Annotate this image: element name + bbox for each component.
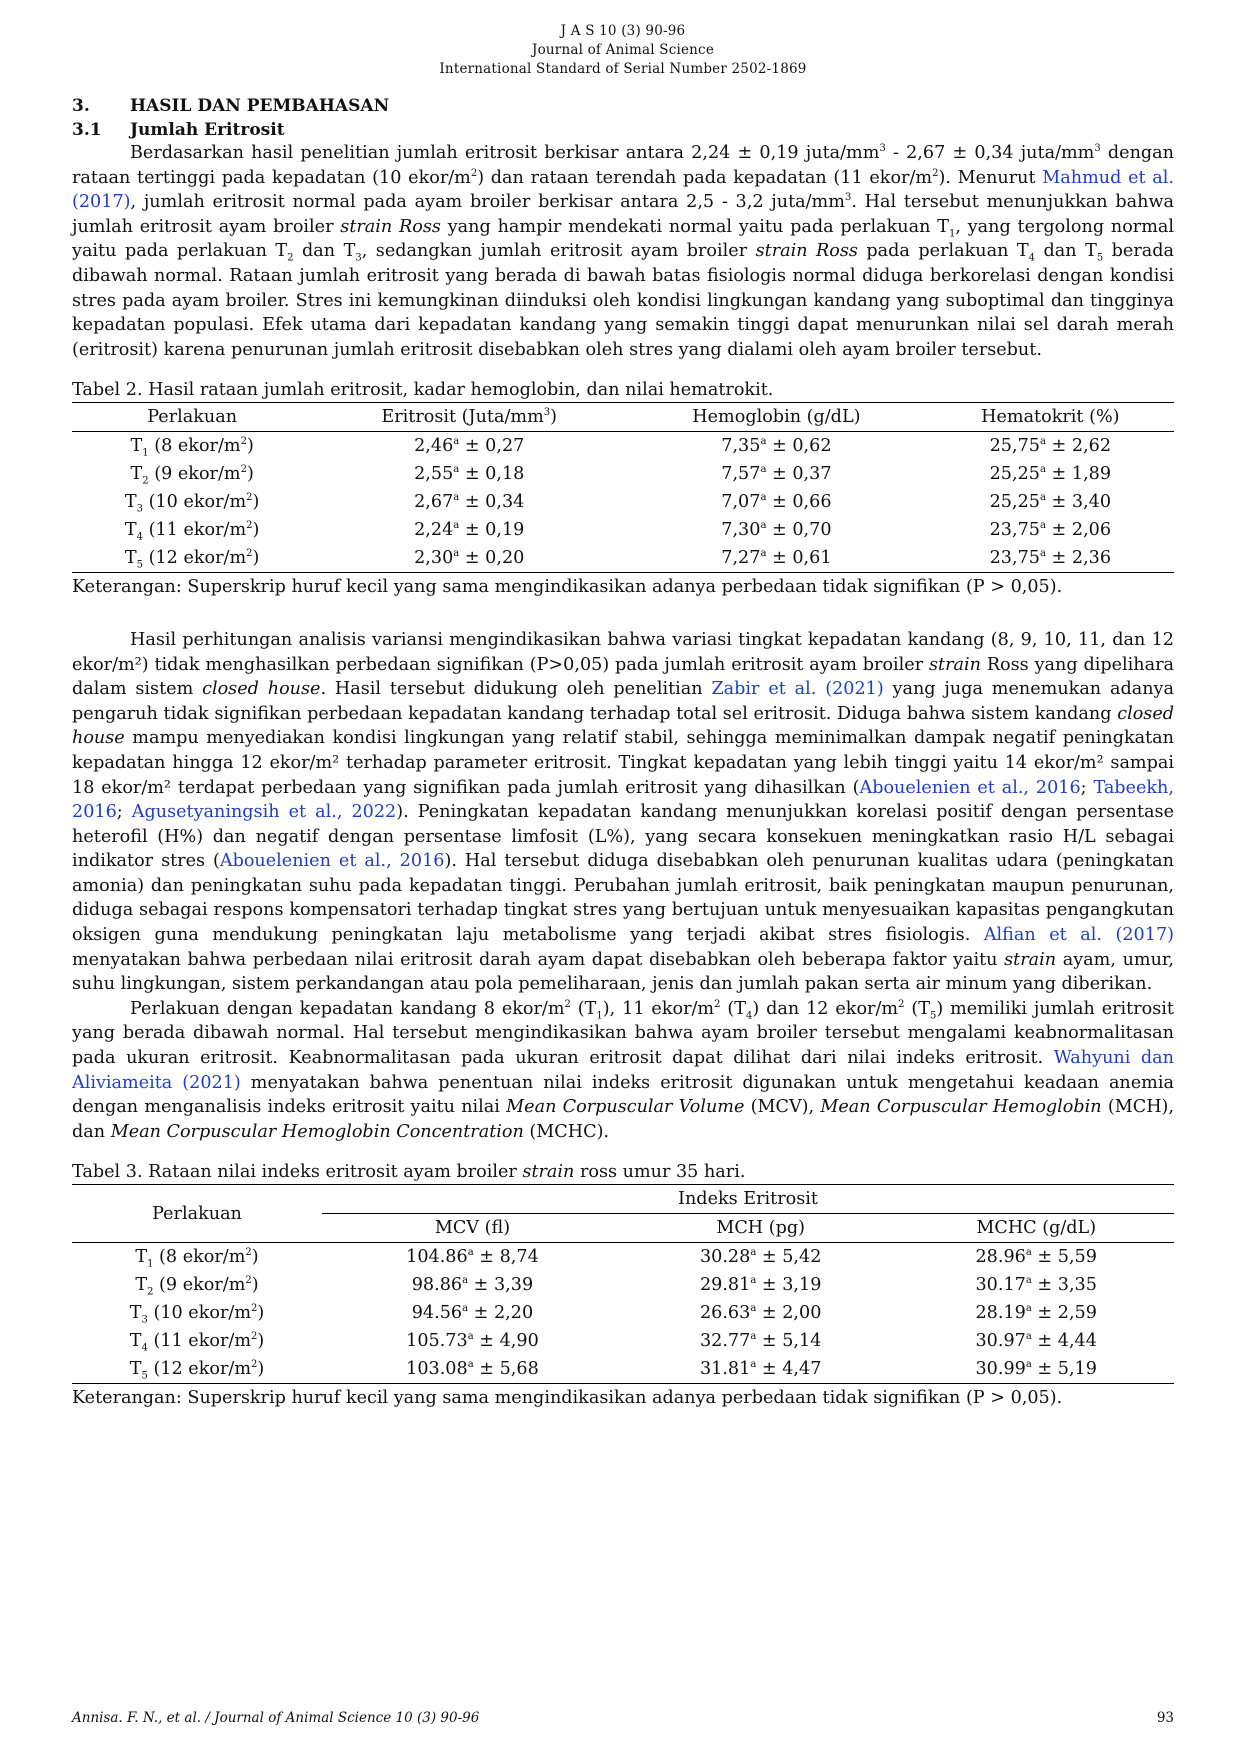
- table-cell: 98.86$^a$ ± 3,39: [411, 1275, 534, 1296]
- table-cell: 2,67$^a$ ± 0,34: [414, 492, 525, 513]
- table-cell: 28.96$^a$ ± 5,59: [975, 1247, 1097, 1268]
- footer-citation: Annisa. F. N., et al. / Journal of Animal Science 10 (3) 90-96: [72, 1710, 480, 1726]
- table-row: [72, 516, 1174, 544]
- citation-link[interactable]: Abouelenien et al., 2016: [859, 777, 1081, 798]
- subsection-number: 3.1: [72, 120, 102, 140]
- table-cell: 94.56$^a$ ± 2,20: [411, 1303, 534, 1324]
- page: [72, 22, 1174, 1411]
- table-cell: 104.86$^a$ ± 8,74: [406, 1247, 539, 1268]
- table-cell: $T_3$ (10 ekor/$m^2$): [129, 1303, 265, 1326]
- journal-issn: International Standard of Serial Number 2502-1869: [439, 61, 807, 77]
- citation-link[interactable]: Abouelenien et al., 2016: [219, 851, 445, 872]
- citation-link[interactable]: Alfian et al. (2017): [983, 925, 1174, 946]
- table-row: [72, 1355, 1174, 1384]
- table-cell: 2,46$^a$ ± 0,27: [414, 436, 525, 457]
- table-cell: $T_3$ (10 ekor/$m^2$): [124, 492, 260, 515]
- table-cell: $T_1$ (8 ekor/$m^2$): [130, 436, 254, 459]
- table-cell: 2,24$^a$ ± 0,19: [414, 520, 525, 541]
- table-cell: $T_5$ (12 ekor/$m^2$): [129, 1359, 265, 1382]
- table-cell: 23,75$^a$ ± 2,06: [989, 520, 1112, 541]
- table-cell: 29.81$^a$ ± 3,19: [699, 1275, 822, 1296]
- table-header-row: [72, 1185, 1174, 1214]
- paragraph-2: Hasil perhitungan analisis variansi mengindikasikan bahwa variasi tingkat kepadatan kandang (8, 9, 10, 11, dan 12 ekor/m²) tidak menghasilkan perbedaan signifikan (P>0,05) pada jumlah eritrosit ayam broiler strain Ross yang dipelihara dalam sistem closed house. Hasil tersebut didukung oleh penelitian Zabir et al. (2021) yang juga menemukan adanya pengaruh tidak signifikan perbedaan kepadatan kandang terhadap total sel eritrosit. Diduga bahwa sistem kandang closed house mampu menyediakan kondisi lingkungan yang relatif stabil, sehingga meminimalkan dampak negatif peningkatan kepadatan hingga 12 ekor/m² terhadap parameter eritrosit. Tingkat kepadatan yang lebih tinggi yaitu 14 ekor/m² sampai 18 ekor/m² terdapat perbedaan yang signifikan pada jumlah eritrosit yang dihasilkan (Abouelenien et al., 2016; Tabeekh, 2016; Agusetyaningsih et al., 2022). Peningkatan kepadatan kandang menunjukkan korelasi positif dengan persentase heterofil (H%) dan negatif dengan persentase limfosit (L%), yang secara konsekuen meningkatkan rasio H/L sebagai indikator stres (Abouelenien et al., 2016). Hal tersebut diduga disebabkan oleh penurunan kualitas udara (peningkatan amonia) dan peningkatan suhu pada kepadatan tinggi. Perubahan jumlah eritrosit, baik peningkatan maupun penurunan, diduga sebagai respons kompensatori terhadap tingkat stres yang bertujuan untuk menyesuaikan kapasitas pengangkutan oksigen guna mendukung peningkatan laju metabolisme yang terjadi akibat stres fisiologis. Alfian et al. (2017) menyatakan bahwa perbedaan nilai eritrosit darah ayam dapat disebabkan oleh beberapa faktor yaitu strain ayam, umur, suhu lingkungan, sistem perkandangan atau pola pemeliharaan, jenis dan jumlah pakan serta air minum yang diberikan.: [72, 629, 1174, 995]
- page-number: 93: [1156, 1710, 1174, 1726]
- table-cell: $T_2$ (9 ekor/$m^2$): [135, 1275, 259, 1298]
- table-header: Perlakuan: [72, 403, 312, 432]
- table-cell: 30.17$^a$ ± 3,35: [975, 1275, 1097, 1296]
- table-2: [72, 402, 1174, 573]
- table-cell: 7,35$^a$ ± 0,62: [721, 436, 832, 457]
- table-cell: 2,55$^a$ ± 0,18: [414, 464, 525, 485]
- table-cell: 25,75$^a$ ± 2,62: [989, 436, 1112, 457]
- section-number: 3.: [72, 96, 90, 116]
- table-cell: $T_4$ (11 ekor/$m^2$): [129, 1331, 265, 1354]
- table-3: [72, 1184, 1174, 1384]
- table-cell: $T_5$ (12 ekor/$m^2$): [124, 548, 260, 571]
- table-cell: 25,25$^a$ ± 1,89: [989, 464, 1112, 485]
- journal-header: [72, 22, 1174, 79]
- table-row: [72, 432, 1174, 461]
- table-row: [72, 1271, 1174, 1299]
- table-header: Eritrosit $(Juta/mm^3)$: [312, 403, 626, 432]
- section-heading: [72, 95, 1174, 117]
- table-cell: 2,30$^a$ ± 0,20: [414, 548, 525, 569]
- table-cell: 30.28$^a$ ± 5,42: [699, 1247, 822, 1268]
- citation-link[interactable]: Zabir et al. (2021): [711, 679, 884, 700]
- citation-link[interactable]: Wahyuni dan Aliviameita (2021): [72, 1048, 1174, 1093]
- table-row: [72, 488, 1174, 516]
- table-cell: 25,25$^a$ ± 3,40: [989, 492, 1112, 513]
- table-cell: 7,27$^a$ ± 0,61: [721, 548, 832, 569]
- table-row: [72, 1299, 1174, 1327]
- table-header: MCV (fl): [322, 1214, 623, 1243]
- table-cell: 105.73$^a$ ± 4,90: [406, 1331, 539, 1352]
- table-cell: $T_4$ (11 ekor/$m^2$): [124, 520, 260, 543]
- table-header: Hematokrit (%): [927, 403, 1174, 432]
- citation-link[interactable]: Tabeekh, 2016: [72, 777, 1174, 823]
- citation-link[interactable]: Mahmud et al. (2017): [72, 167, 1174, 213]
- table-cell: 30.97$^a$ ± 4,44: [975, 1331, 1097, 1352]
- table-cell: 28.19$^a$ ± 2,59: [975, 1303, 1097, 1324]
- subsection-title: Jumlah Eritrosit: [130, 120, 285, 140]
- subsection-heading: [72, 119, 1174, 141]
- table-header: MCH (pg): [623, 1214, 899, 1243]
- table-cell: 30.99$^a$ ± 5,19: [975, 1359, 1097, 1380]
- table-cell: 32.77$^a$ ± 5,14: [699, 1331, 822, 1352]
- paragraph-1: Berdasarkan hasil penelitian jumlah eritrosit berkisar antara 2,24 ± 0,19 juta/$mm^3 - 2,67 \pm 0,34$ juta/$mm^3$ dengan rataan tertinggi pada kepadatan (10 ekor/$m^2$) dan rataan terendah pada kepadatan (11 ekor/$m^2$). Menurut Mahmud et al. (2017), jumlah eritrosit normal pada ayam broiler berkisar antara 2,5 - 3,2 juta/$mm^3$. Hal tersebut menunjukkan bahwa jumlah eritrosit ayam broiler strain Ross yang hampir mendekati normal yaitu pada perlakuan $T_1$, yang tergolong normal yaitu pada perlakuan $T_2$ dan $T_3$, sedangkan jumlah eritrosit ayam broiler strain Ross pada perlakuan $T_4$ dan $T_5$ berada dibawah normal. Rataan jumlah eritrosit yang berada di bawah batas fisiologis normal diduga berkorelasi dengan kondisi stres pada ayam broiler. Stres ini kemungkinan diinduksi oleh kondisi lingkungan kandang yang suboptimal dan tingginya kepadatan populasi. Efek utama dari kepadatan kandang yang semakin tinggi dapat menurunkan nilai sel darah merah (eritrosit) karena penurunan jumlah eritrosit disebabkan oleh stres yang dialami oleh ayam broiler tersebut.: [72, 143, 1175, 360]
- journal-name: Journal of Animal Science: [531, 42, 715, 58]
- table-group-header: Indeks Eritrosit: [322, 1185, 1174, 1214]
- table-header: Hemoglobin (g/dL): [626, 403, 927, 432]
- table-2-caption: Tabel 2. Hasil rataan jumlah eritrosit, kadar hemoglobin, dan nilai hematrokit.: [72, 380, 774, 401]
- table-cell: 7,57$^a$ ± 0,37: [721, 464, 832, 485]
- table-cell: 7,07$^a$ ± 0,66: [721, 492, 832, 513]
- table-row: [72, 544, 1174, 573]
- table-cell: 23,75$^a$ ± 2,36: [989, 548, 1112, 569]
- table-cell: 31.81$^a$ ± 4,47: [699, 1359, 822, 1380]
- table-row: [72, 460, 1174, 488]
- table-cell: 103.08$^a$ ± 5,68: [406, 1359, 539, 1380]
- table-3-caption: Tabel 3. Rataan nilai indeks eritrosit ayam broiler strain ross umur 35 hari.: [72, 1162, 746, 1183]
- table-header-row: [72, 403, 1174, 432]
- section-title: HASIL DAN PEMBAHASAN: [130, 96, 390, 116]
- table-row: [72, 1243, 1174, 1272]
- table-cell: $T_2$ (9 ekor/$m^2$): [130, 464, 254, 487]
- table-cell: 26.63$^a$ ± 2,00: [699, 1303, 822, 1324]
- table-2-note: Keterangan: Superskrip huruf kecil yang sama mengindikasikan adanya perbedaan tidak signifikan (P > 0,05).: [72, 577, 1063, 598]
- page-footer: [72, 1710, 1174, 1726]
- table-cell: $T_1$ (8 ekor/$m^2$): [135, 1247, 259, 1270]
- paragraph-3: Perlakuan dengan kepadatan kandang 8 ekor/$m^2$ $(T_1)$, 11 ekor/$m^2$ $(T_4)$ dan 12 ekor/$m^2$ $(T_5)$ memiliki jumlah eritrosit yang berada dibawah normal. Hal tersebut mengindikasikan bahwa ayam broiler tersebut mengalami keabnormalitasan pada ukuran eritrosit. Keabnormalitasan pada ukuran eritrosit dapat dilihat dari nilai indeks eritrosit. Wahyuni dan Aliviameita (2021) menyatakan bahwa penentuan nilai indeks eritrosit digunakan untuk mengetahui keadaan anemia dengan menganalisis indeks eritrosit yaitu nilai Mean Corpuscular Volume (MCV), Mean Corpuscular Hemoglobin (MCH), dan Mean Corpuscular Hemoglobin Concentration (MCHC).: [72, 998, 1174, 1142]
- journal-volume: J A S 10 (3) 90-96: [560, 23, 686, 39]
- citation-link[interactable]: Agusetyaningsih et al., 2022: [131, 802, 397, 823]
- table-row: [72, 1327, 1174, 1355]
- table-header: Perlakuan: [72, 1185, 322, 1243]
- table-cell: 7,30$^a$ ± 0,70: [721, 520, 832, 541]
- table-3-note: Keterangan: Superskrip huruf kecil yang sama mengindikasikan adanya perbedaan tidak signifikan (P > 0,05).: [72, 1388, 1063, 1409]
- table-header: MCHC (g/dL): [898, 1214, 1174, 1243]
